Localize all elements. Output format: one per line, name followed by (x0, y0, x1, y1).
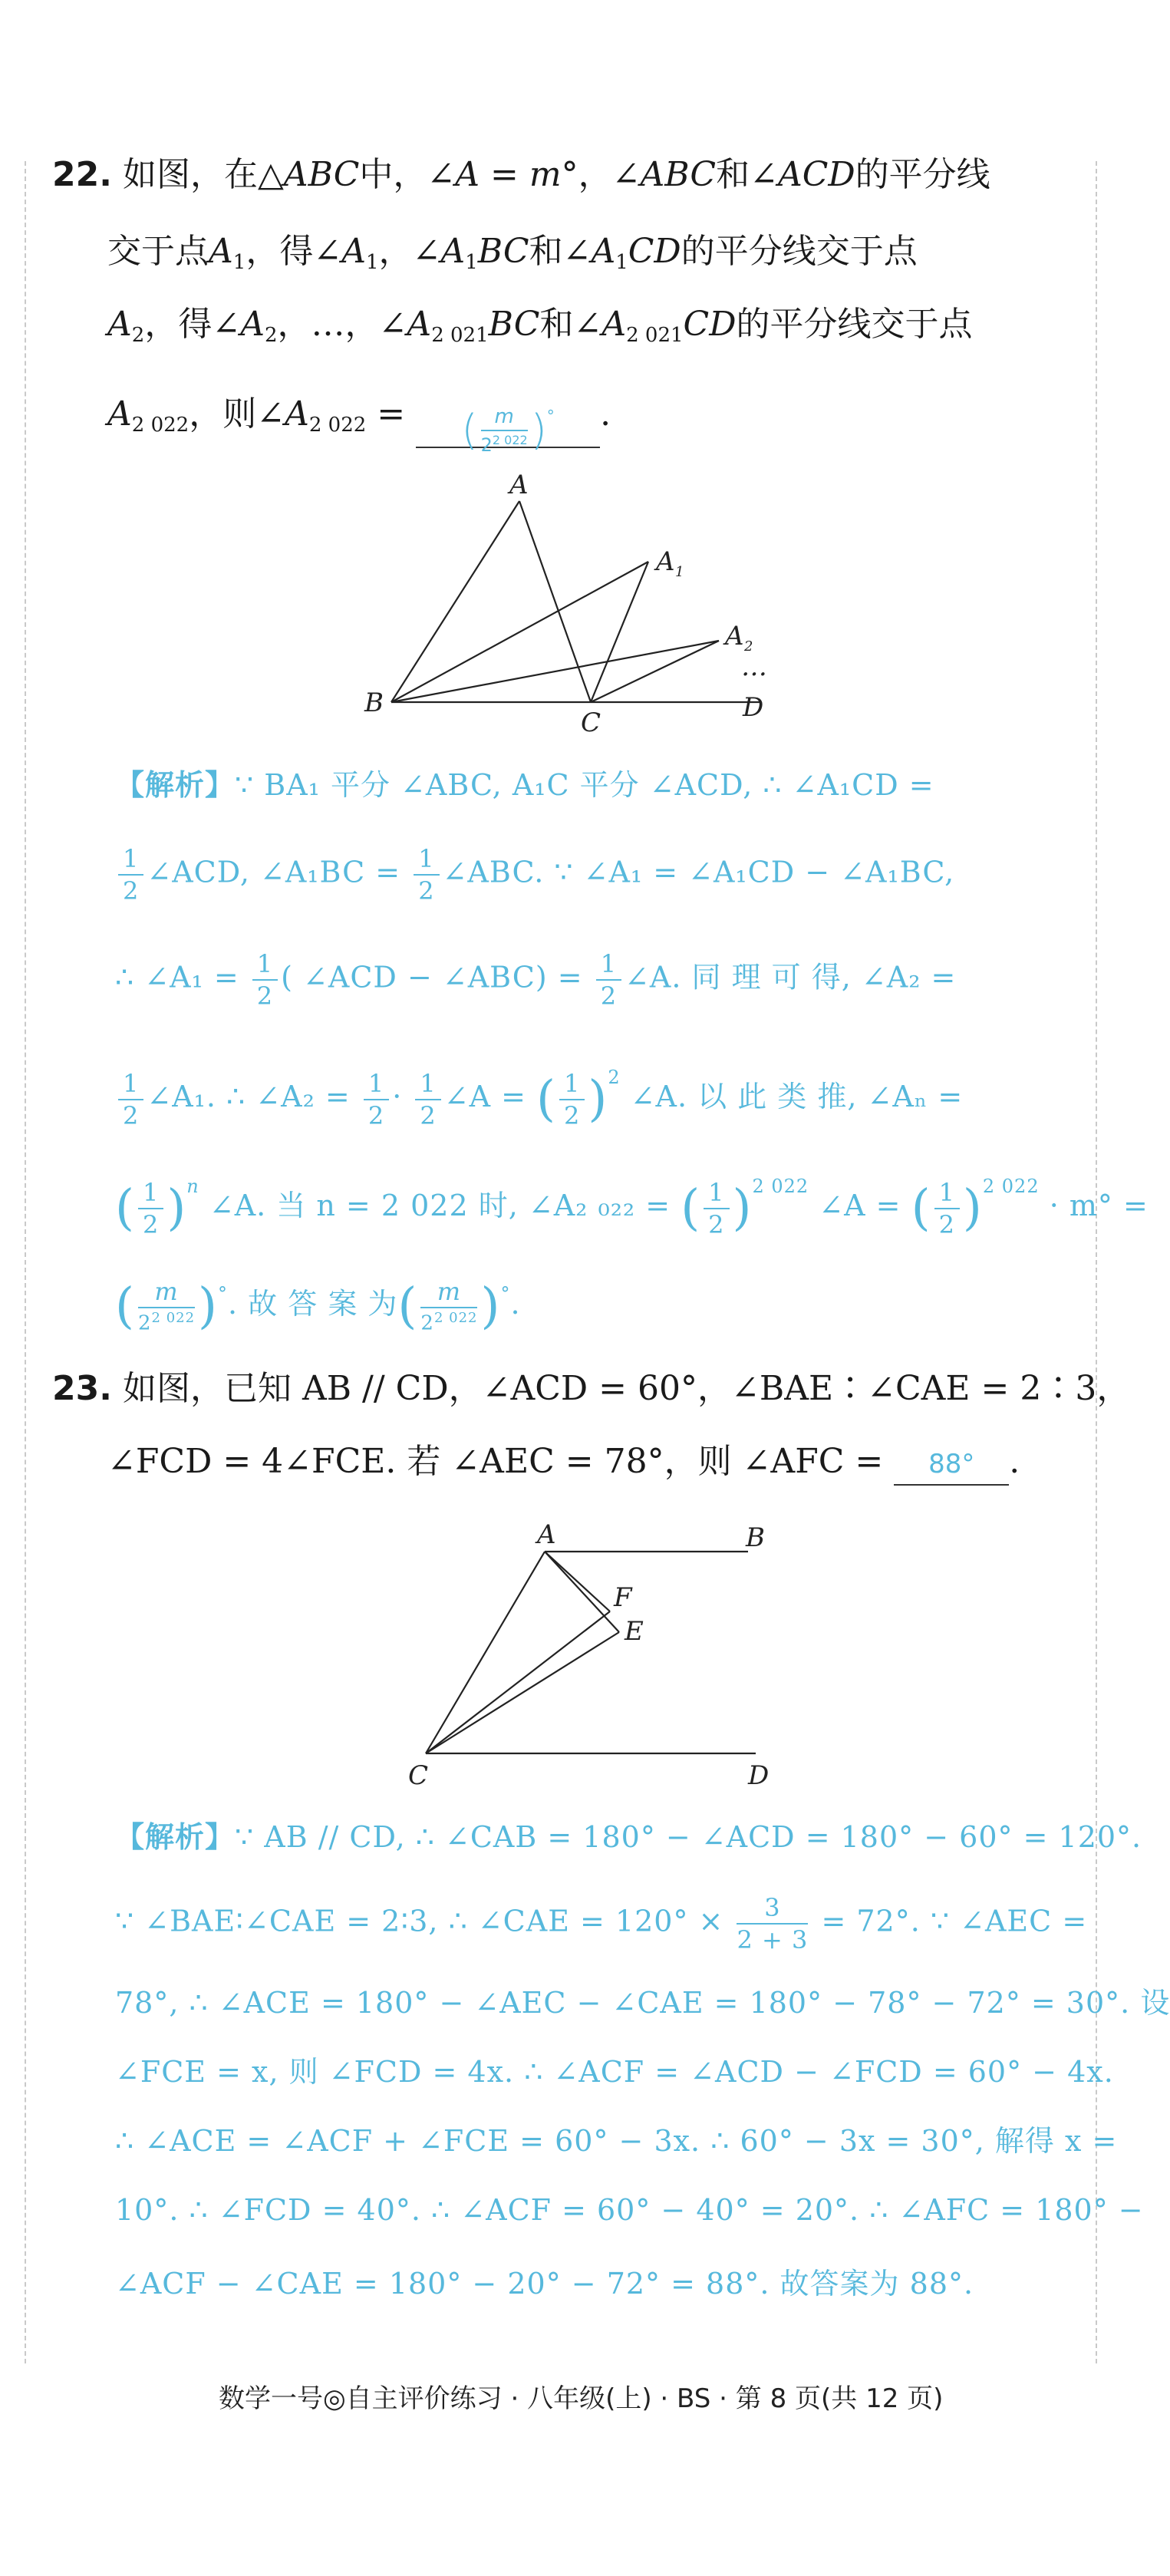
q22-text: A (107, 394, 132, 434)
line-ac (426, 1552, 545, 1753)
denominator: 2 (256, 981, 274, 1011)
label-a: A (509, 470, 529, 500)
fraction-half (415, 1068, 440, 1130)
line-af (545, 1552, 610, 1611)
sol22-text: · (392, 1080, 403, 1113)
fraction-half (252, 949, 278, 1011)
numerator: 1 (118, 1071, 143, 1100)
exponent: 2 022 (433, 1310, 478, 1327)
sol22-text: . 故 答 案 为 (228, 1287, 398, 1321)
q23-line-2 (107, 1439, 1020, 1486)
denominator: 2 (142, 1209, 160, 1239)
label-a1-sub: 1 (675, 564, 684, 580)
page-footer: 数学一号◎自主评价练习 · 八年级(上) · BS · 第 8 页(共 12 页) (219, 2383, 944, 2414)
q22-text: 如图，在△ (122, 155, 284, 194)
sol22-row-4: $\frac{1}{2}$ ∠A₁. ∴ ∠A₂ = $\frac{1}{2}$ · $\frac{1}{2}$ ∠A = ( $\frac{1}{2}$ )$^2$ ∠A. 以 此 类 推, ∠Aₙ = (115, 1057, 963, 1128)
subscript: 2 022 (131, 414, 190, 437)
q22-text: A (601, 305, 627, 344)
fraction-half (118, 846, 143, 903)
exponent: 2 022 (151, 1310, 196, 1327)
left-dashed-rule (25, 161, 27, 2363)
sol22-row-6: ( $\frac{m}{2^{2 022}}$ )°. 故 答 案 为( $\frac{m}{2^{2 022}}$ )°. (115, 1277, 521, 1335)
q23-text: 如图，已知 AB // CD，∠ACD = 60°，∠BAE∶∠CAE = 2∶3， (122, 1369, 1131, 1408)
label-a1: A (656, 546, 675, 577)
numerator: m (420, 1279, 477, 1308)
sol23-text: ∵ ∠BAE∶∠CAE = 2∶3, ∴ ∠CAE = 120° × (115, 1904, 724, 1938)
denominator: 2 (420, 1100, 437, 1130)
fraction-3-5 (737, 1895, 808, 1952)
sol22-text: ∠A₁. ∴ ∠A₂ = (147, 1080, 351, 1113)
denominator: 2 (123, 876, 140, 905)
fraction-m (420, 1279, 477, 1334)
fraction-half (596, 949, 621, 1011)
q22-text: A (591, 232, 616, 271)
q22-text: m (529, 155, 562, 194)
sol22-text: . (510, 1287, 521, 1321)
sol22-text: ∠A. 以 此 类 推, ∠Aₙ = (630, 1080, 964, 1113)
sol23-row-6: 10°. ∴ ∠FCD = 40°. ∴ ∠ACF = 60° − 40° = 20°. ∴ ∠AFC = 180° − (115, 2193, 1144, 2227)
fraction-half (704, 1177, 729, 1239)
fraction-half (364, 1068, 389, 1130)
subscript: 1 (465, 251, 478, 274)
q22-text: 的平分线交于点 (736, 305, 973, 344)
fraction-half (559, 1068, 585, 1130)
solution-tag: 【解析】 (115, 768, 236, 802)
sol23-row-5: ∴ ∠ACE = ∠ACF + ∠FCE = 60° − 3x. ∴ 60° − 3x = 30°, 解得 x = (115, 2124, 1118, 2158)
denominator: 2 (137, 1311, 152, 1335)
sol22-text: ∠A. 同 理 可 得, ∠A₂ = (625, 960, 957, 994)
fraction-half (414, 846, 439, 903)
sol23-row-2 (115, 1895, 1087, 1952)
sol22-row-3 (115, 949, 957, 1011)
numerator: 1 (364, 1071, 389, 1100)
answer-fraction (480, 404, 528, 456)
sol22-row-2 (115, 846, 954, 903)
denominator: 2 (418, 876, 435, 905)
numerator: m (138, 1279, 195, 1308)
numerator: 1 (415, 1071, 440, 1100)
exponent: 2 022 (982, 1176, 1040, 1197)
q22-text: A (341, 232, 366, 271)
sol22-text: ( ∠ACD − ∠ABC) = (281, 960, 583, 994)
answer-exponent: 2 022 (492, 432, 528, 447)
q22-text: 交于点 (107, 232, 209, 271)
denominator: 2 (938, 1209, 955, 1239)
numerator: 1 (704, 1180, 729, 1209)
numerator: 1 (118, 846, 143, 876)
sol23-text: ∵ AB // CD, ∴ ∠CAB = 180° − ∠ACD = 180° − 60° = 120°. (235, 1820, 1142, 1854)
line-ba1 (391, 562, 648, 702)
q22-text: 中，∠ (359, 155, 456, 194)
fraction-half (118, 1068, 143, 1130)
fraction-half (138, 1177, 163, 1239)
sol23-row-1 (115, 1817, 1142, 1857)
sol23-row-4: ∠FCE = x, 则 ∠FCD = 4x. ∴ ∠ACF = ∠ACD − ∠FCD = 60° − 4x. (115, 2055, 1114, 2089)
sol22-text: · m° = (1049, 1189, 1149, 1222)
answer-denominator: 2 (480, 434, 493, 456)
numerator: 3 (737, 1895, 808, 1925)
numerator: 1 (414, 846, 439, 876)
q22-text: ，∠ (378, 232, 441, 271)
q22-text: ABC (283, 155, 360, 194)
label-f: F (614, 1582, 632, 1613)
degree: ° (500, 1283, 511, 1304)
denominator: 2 (367, 1100, 385, 1130)
q22-text: 和∠ (716, 155, 778, 194)
line-ba (391, 501, 519, 702)
line-ce (426, 1632, 619, 1753)
subscript: 2 (264, 324, 278, 347)
q22-text: ，得∠ (246, 232, 342, 271)
label-e: E (625, 1616, 644, 1647)
label-a2-sub: 2 (744, 638, 753, 655)
label-d: D (748, 1760, 770, 1791)
subscript: 1 (365, 251, 379, 274)
q22-text: . (600, 394, 611, 434)
q22-text: °，∠ (561, 155, 641, 194)
q22-line-4 (107, 384, 611, 456)
q22-text: 和∠ (539, 305, 602, 344)
q22-text: CD (683, 305, 737, 344)
fraction-half (934, 1177, 960, 1239)
exponent: 2 (608, 1067, 621, 1088)
line-ae (545, 1552, 619, 1632)
denominator: 2 (600, 981, 618, 1011)
denominator: 2 (123, 1100, 140, 1130)
sol22-row-5: ( $\frac{1}{2}$ )$^n$ ∠A. 当 n = 2 022 时, ∠A₂ ₀₂₂ = ( $\frac{1}{2}$ )$^{2 022}$ ∠A = ( $\frac{1}{2}$ )$^{2 022}$ · m° = (115, 1176, 1149, 1239)
label-b: B (364, 688, 384, 718)
label-a: A (537, 1519, 556, 1550)
numerator: 1 (559, 1071, 585, 1100)
subscript: 2 021 (626, 324, 684, 347)
denominator: 2 + 3 (737, 1925, 809, 1954)
right-dashed-rule (1096, 161, 1098, 2363)
q22-text: = (480, 155, 529, 194)
q22-text: BC (477, 232, 529, 271)
q22-text: ，则∠ (189, 394, 285, 434)
q22-text: 的平分线交于点 (681, 232, 918, 271)
q22-text: A (440, 232, 466, 271)
numerator: 1 (138, 1180, 163, 1209)
q22-text: = (366, 394, 417, 434)
sol23-row-3: 78°, ∴ ∠ACE = 180° − ∠AEC − ∠CAE = 180° − 78° − 72° = 30°. 设 (115, 1986, 1170, 2020)
subscript: 1 (232, 251, 246, 274)
sol22-row-1 (115, 765, 934, 805)
subscript: 2 022 (308, 414, 367, 437)
subscript: 1 (615, 251, 628, 274)
answer-degree: ° (546, 406, 555, 425)
q22-line-3 (107, 302, 973, 358)
q22-text: A (285, 394, 309, 434)
sol23-text: = 72°. ∵ ∠AEC = (821, 1904, 1088, 1938)
fraction-m (138, 1279, 195, 1334)
q22-text: 的平分线 (855, 155, 990, 194)
answer-numerator: m (481, 407, 528, 431)
q22-text: ABC (640, 155, 717, 194)
subscript: 2 021 (431, 324, 489, 347)
label-dots: … (741, 651, 767, 682)
label-c: C (581, 707, 601, 738)
q23-answer-blank: 88° (894, 1441, 1009, 1486)
q22-text: A (407, 305, 432, 344)
q22-text: 和∠ (529, 232, 592, 271)
q22-text: BC (488, 305, 540, 344)
q22-text: CD (628, 232, 681, 271)
sol22-text: ∠ACD, ∠A₁BC = (147, 855, 401, 889)
q22-text: A (209, 232, 233, 271)
sol22-text: ∠ABC. ∵ ∠A₁ = ∠A₁CD − ∠A₁BC, (442, 855, 955, 889)
q22-line-2 (107, 229, 918, 285)
q23-number: 23. (52, 1369, 112, 1408)
solution-tag: 【解析】 (115, 1820, 236, 1854)
degree: ° (218, 1283, 229, 1304)
exponent: n (186, 1176, 199, 1197)
q23-figure (399, 1516, 790, 1799)
label-d: D (743, 692, 764, 723)
q22-answer-blank: ( $\frac{m}{2^{2 022}}$ )° (416, 385, 600, 448)
numerator: 1 (252, 952, 278, 981)
sol22-text: ∠A = (443, 1080, 526, 1113)
sol23-row-7: ∠ACF − ∠CAE = 180° − 20° − 72° = 88°. 故答案为 88°. (115, 2267, 974, 2301)
label-a2: A (725, 621, 744, 651)
line-ba2 (391, 641, 719, 702)
numerator: 1 (596, 952, 621, 981)
label-b: B (746, 1522, 765, 1553)
exponent: 2 022 (752, 1176, 809, 1197)
q22-text: ，得∠ (144, 305, 241, 344)
label-c: C (408, 1760, 429, 1791)
q22-text: A (240, 305, 265, 344)
denominator: 2 (708, 1209, 725, 1239)
line-ca1 (591, 562, 648, 702)
q22-text: ，…，∠ (277, 305, 407, 344)
sol22-text: ∠A = (819, 1189, 901, 1222)
q22-figure (361, 470, 790, 738)
sol22-text: ∴ ∠A₁ = (115, 960, 239, 994)
sol22-text: ∵ BA₁ 平分 ∠ABC, A₁C 平分 ∠ACD, ∴ ∠A₁CD = (235, 768, 934, 802)
sol22-text: ∠A. 当 n = 2 022 时, ∠A₂ ₀₂₂ = (209, 1189, 671, 1222)
q22-number: 22. (52, 155, 112, 194)
q22-text: A (107, 305, 132, 344)
line-cf (426, 1611, 610, 1753)
q22-text: A (455, 155, 480, 194)
denominator: 2 (564, 1100, 581, 1130)
q22-line-1 (52, 152, 990, 198)
q23-text: ∠FCD = 4∠FCE. 若 ∠AEC = 78°，则 ∠AFC = (107, 1442, 884, 1481)
q23-line-1 (52, 1366, 1130, 1412)
denominator: 2 (420, 1311, 434, 1335)
numerator: 1 (934, 1180, 960, 1209)
line-ca2 (591, 641, 719, 702)
subscript: 2 (131, 324, 145, 347)
q22-text: ACD (777, 155, 855, 194)
q23-text: . (1009, 1442, 1020, 1481)
